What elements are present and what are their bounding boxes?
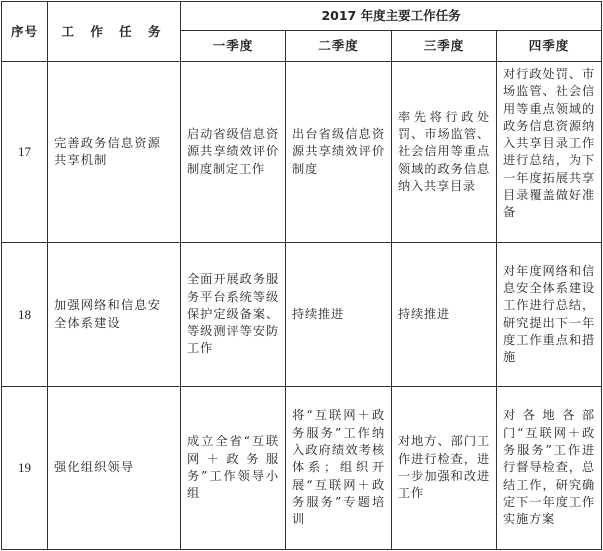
work-plan-table xyxy=(1,1,602,550)
row-q4: 对年度网络和信息安全体系建设工作进行总结，研究提出下一年度工作重点和措施 xyxy=(497,243,602,387)
header-q3: 三季度 xyxy=(392,31,497,62)
header-seq: 序号 xyxy=(2,2,48,62)
table-row xyxy=(2,62,602,243)
row-q2: 持续推进 xyxy=(286,243,392,387)
header-q2: 二季度 xyxy=(286,31,392,62)
row-q3: 率先将行政处罚、市场监管、社会信用等重点领域的政务信息纳入共享目录 xyxy=(392,62,497,243)
row-q1: 全面开展政务服务平台系统等级保护定级备案、等级测评等安防工作 xyxy=(181,243,286,387)
header-task: 工 作 任 务 xyxy=(48,2,181,62)
row-q3: 持续推进 xyxy=(392,243,497,387)
row-number: 17 xyxy=(2,62,48,243)
header-q4: 四季度 xyxy=(497,31,602,62)
table-row xyxy=(2,243,602,387)
table-row xyxy=(2,387,602,550)
row-q3: 对地方、部门工作进行检查，进一步加强和改进工作 xyxy=(392,387,497,550)
row-q2: 出台省级信息资源共享绩效评价制度 xyxy=(286,62,392,243)
row-q2: 将“互联网＋政务服务”工作纳入政府绩效考核体系；组织开展“互联网＋政务服务”专题培训 xyxy=(286,387,392,550)
row-q4: 对各地各部门“互联网＋政务服务”工作进行督导检查，总结工作，研究确定下一年度工作实施方案 xyxy=(497,387,602,550)
row-q1: 启动省级信息资源共享绩效评价制度制定工作 xyxy=(181,62,286,243)
header-group-title: 2017 年度主要工作任务 xyxy=(181,2,602,31)
row-task: 强化组织领导 xyxy=(48,387,181,550)
row-q4: 对行政处罚、市场监管、社会信用等重点领域的政务信息资源纳入共享目录工作进行总结，为下一年度拓展共享目录覆盖做好准备 xyxy=(497,62,602,243)
row-q1: 成立全省“互联网＋政务服务”工作领导小组 xyxy=(181,387,286,550)
header-q1: 一季度 xyxy=(181,31,286,62)
row-number: 19 xyxy=(2,387,48,550)
row-task: 完善政务信息资源共享机制 xyxy=(48,62,181,243)
row-task: 加强网络和信息安全体系建设 xyxy=(48,243,181,387)
row-number: 18 xyxy=(2,243,48,387)
